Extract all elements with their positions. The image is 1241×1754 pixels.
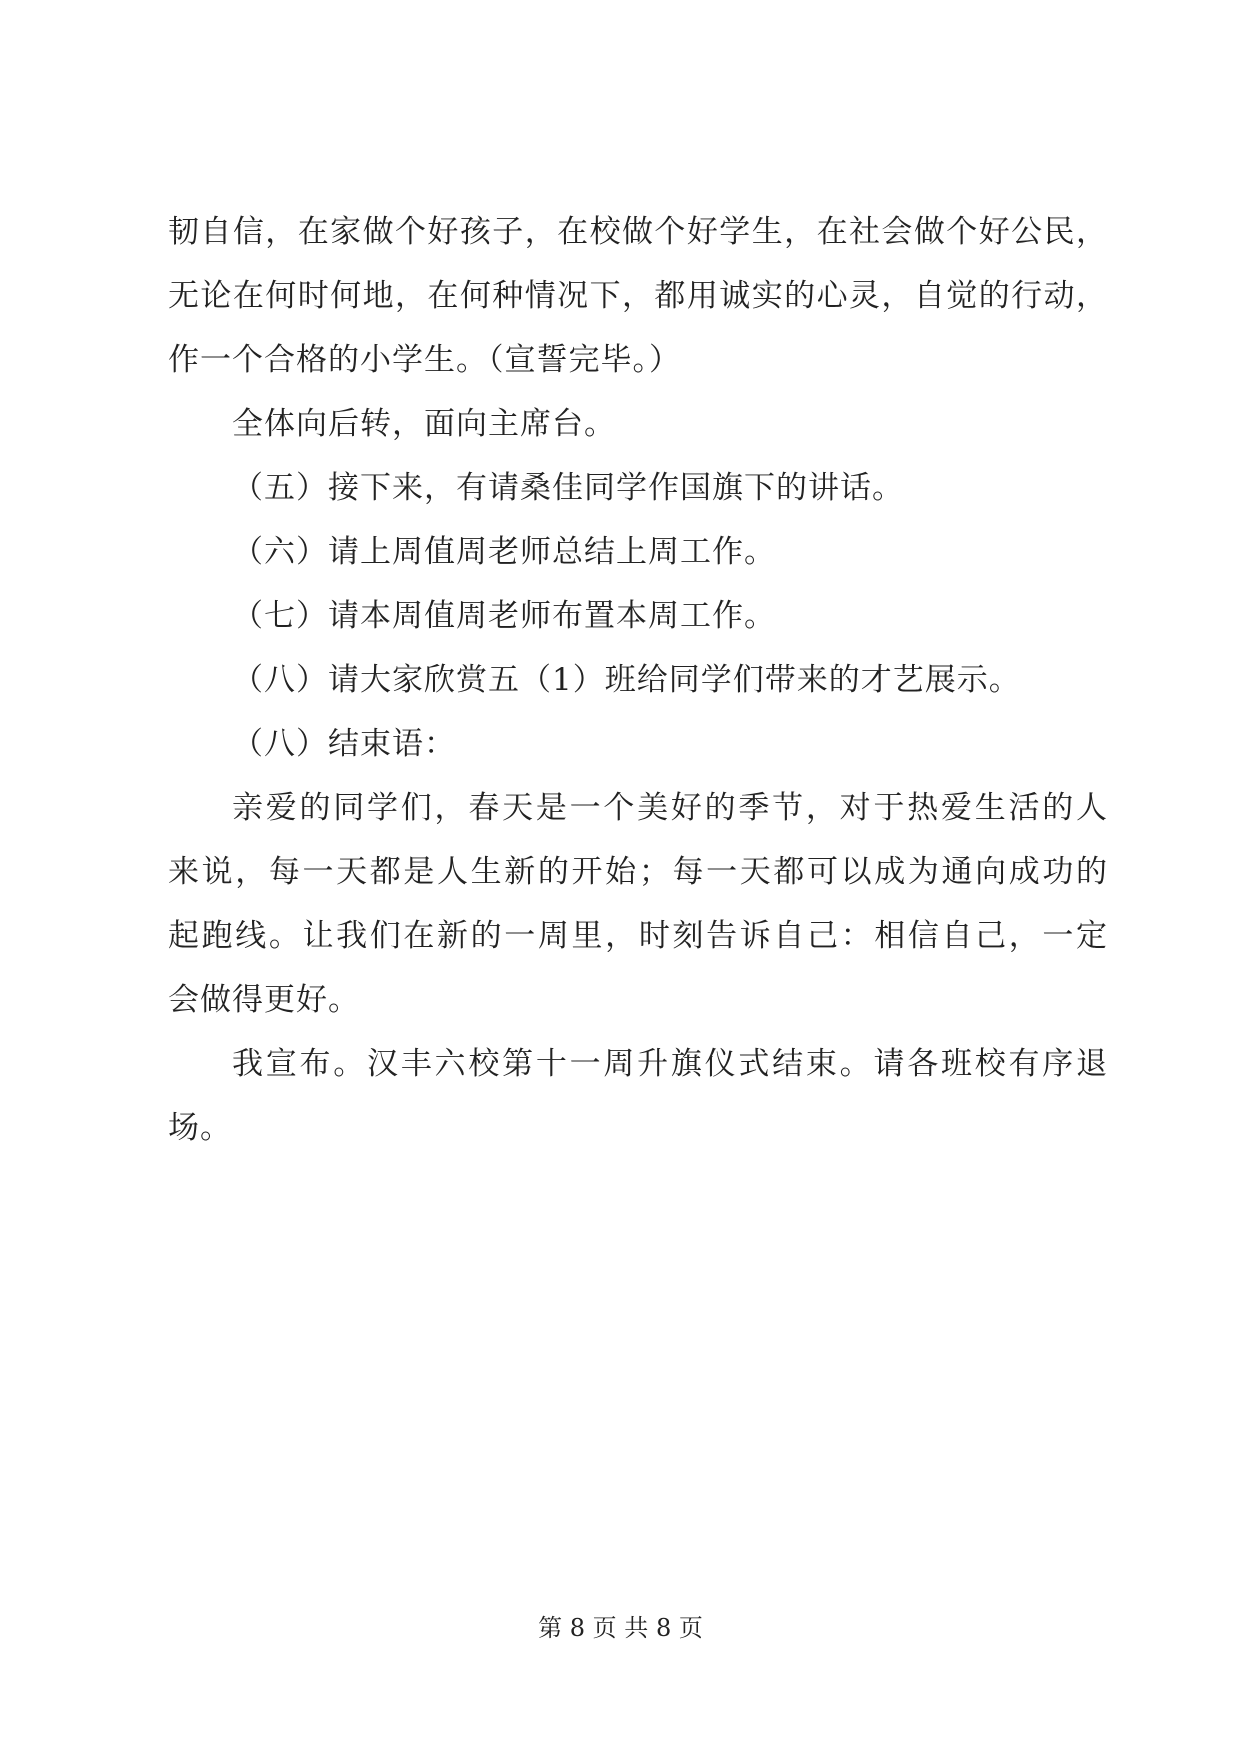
page-number-footer: 第 8 页 共 8 页 [538,1614,703,1642]
list-item: （六）请上周值周老师总结上周工作。 [232,534,776,570]
body-line: 会做得更好。 [168,982,360,1018]
body-line: 作一个合格的小学生。（宣誓完毕。） [168,342,681,378]
body-line: 无论在何时何地，在何种情况下，都用诚实的心灵，自觉的行动， [168,278,1108,314]
list-item: （五）接下来，有请桑佳同学作国旗下的讲话。 [232,470,904,506]
body-line: 全体向后转，面向主席台。 [232,406,616,442]
body-line: 韧自信，在家做个好孩子，在校做个好学生，在社会做个好公民， [168,214,1108,250]
body-line: 场。 [168,1110,232,1146]
list-item: （八）请大家欣赏五（1）班给同学们带来的才艺展示。 [232,662,1021,698]
body-line: 亲爱的同学们，春天是一个美好的季节，对于热爱生活的人 [232,790,1108,826]
list-item: （七）请本周值周老师布置本周工作。 [232,598,776,634]
list-item: （八）结束语： [232,726,456,762]
body-line: 起跑线。让我们在新的一周里，时刻告诉自己：相信自己，一定 [168,918,1108,954]
body-line: 我宣布。汉丰六校第十一周升旗仪式结束。请各班校有序退 [232,1046,1108,1082]
body-line: 来说，每一天都是人生新的开始；每一天都可以成为通向成功的 [168,854,1108,890]
